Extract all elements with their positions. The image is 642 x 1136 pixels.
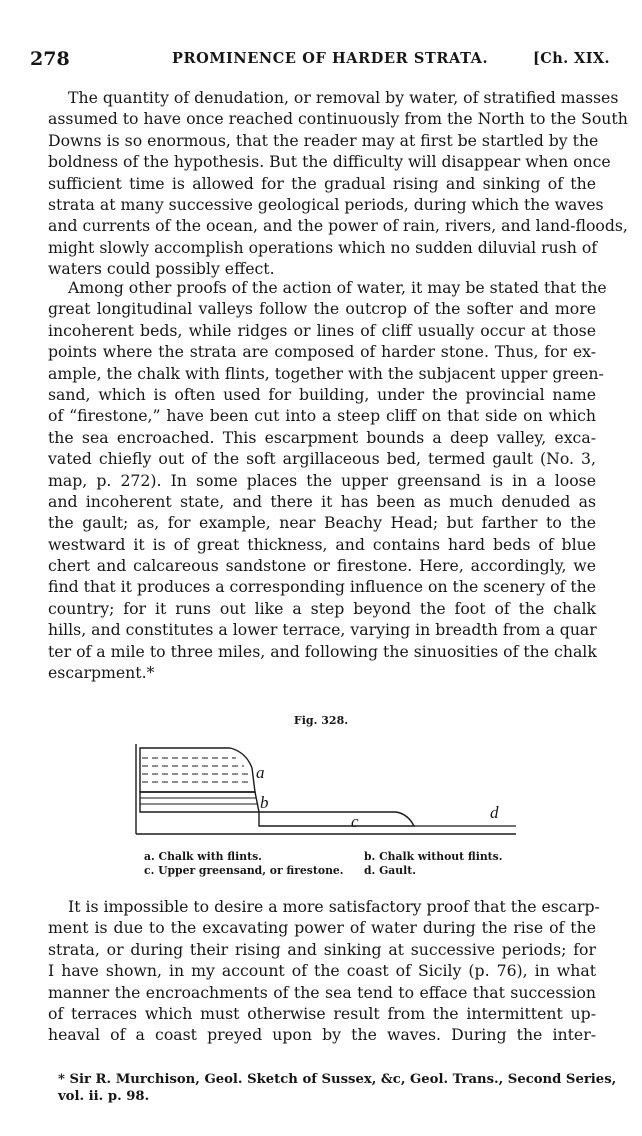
page-number: 278 [30, 48, 70, 70]
text-line: and currents of the ocean, and the power of rain, rivers, and land-floods, [48, 216, 628, 236]
text-line: hills, and constitutes a lower terrace, varying in breadth from a quar [48, 620, 597, 640]
legend-left [144, 850, 344, 878]
legend-right [364, 850, 503, 878]
label-a: a [256, 763, 265, 782]
chapter-marker: [Ch. XIX. [533, 50, 610, 67]
text-line: ment is due to the excavating power of water during the rise of the [48, 918, 596, 938]
text-line: westward it is of great thickness, and contains hard beds of blue [48, 534, 596, 554]
text-line: great longitudinal valleys follow the outcrop of the softer and more [48, 299, 596, 319]
flint-bedding-lines [142, 758, 252, 782]
text-line: It is impossible to desire a more satisfactory proof that the escarp- [68, 897, 600, 916]
label-d: d [490, 803, 499, 822]
text-line: ter of a mile to three miles, and following the sinuosities of the chalk [48, 641, 597, 661]
text-line: chert and calcareous sandstone or firestone. Here, accordingly, we [48, 556, 596, 576]
text-line: manner the encroachments of the sea tend to efface that succession [48, 982, 596, 1002]
legend-c: c. Upper greensand, or firestone. [144, 864, 344, 877]
text-line: * Sir R. Murchison, Geol. Sketch of Sussex, &c, Geol. Trans., Second Series, [58, 1072, 617, 1087]
chalk-with-flints-stratum [140, 748, 255, 792]
text-line: strata at many successive geological periods, during which the waves [48, 194, 604, 214]
chalk-without-flints-stratum [140, 792, 259, 812]
label-c: c [351, 812, 359, 831]
text-line: Downs is so enormous, that the reader may at first be startled by the [48, 130, 599, 150]
text-line: waters could possibly effect. [48, 259, 275, 279]
text-line: strata, or during their rising and sinking at successive periods; for [48, 939, 596, 959]
text-line: escarpment.* [48, 663, 155, 683]
running-title: PROMINENCE OF HARDER STRATA. [172, 50, 489, 67]
text-line: points where the strata are composed of harder stone. Thus, for ex- [48, 342, 596, 362]
text-line: vol. ii. p. 98. [58, 1089, 150, 1104]
text-line: find that it produces a corresponding influence on the scenery of the [48, 577, 597, 597]
text-line: Among other proofs of the action of water, it may be stated that the [68, 278, 607, 297]
text-line: the sea encroached. This escarpment bounds a deep valley, exca- [48, 427, 596, 447]
footnote [58, 1071, 617, 1105]
text-line: of terraces which must otherwise result from the intermittent up- [48, 1003, 596, 1023]
text-line: heaval of a coast preyed upon by the waves. During the inter- [48, 1025, 596, 1045]
text-line: vated chiefly out of the soft argillaceous bed, termed gault (No. 3, [48, 449, 596, 469]
legend-a: a. Chalk with flints. [144, 850, 262, 863]
text-line: sand, which is often used for building, under the provincial name [48, 384, 596, 404]
legend-b: b. Chalk without flints. [364, 850, 503, 863]
text-line: ample, the chalk with flints, together with the subjacent upper green- [48, 363, 604, 383]
text-line: boldness of the hypothesis. But the difficulty will disappear when once [48, 152, 611, 172]
page-header [30, 48, 610, 72]
text-line: The quantity of denudation, or removal by water, of stratified masses [68, 88, 619, 107]
figure-caption: Fig. 328. [293, 714, 349, 727]
paragraph-escarpment [48, 896, 600, 1046]
lower-chalk-lines [140, 798, 257, 804]
paragraph-denudation [48, 87, 628, 280]
text-line: assumed to have once reached continuously from the North to the South [48, 109, 628, 129]
label-b: b [260, 793, 269, 812]
text-line: incoherent beds, while ridges or lines of cliff usually occur at those [48, 320, 596, 340]
text-line: sufficient time is allowed for the gradual rising and sinking of the [48, 173, 596, 193]
paragraph-valleys [48, 277, 607, 683]
text-line: and incoherent state, and there it has been as much denuded as [48, 491, 596, 511]
legend-d: d. Gault. [364, 864, 416, 877]
text-line: of “firestone,” have been cut into a steep cliff on that side on which [48, 406, 596, 426]
text-line: map, p. 272). In some places the upper greensand is in a loose [48, 470, 596, 490]
greensand-terrace-stratum [259, 812, 414, 826]
text-line: country; for it runs out like a step beyond the foot of the chalk [48, 598, 596, 618]
text-line: I have shown, in my account of the coast of Sicily (p. 76), in what [48, 961, 596, 981]
text-line: the gault; as, for example, near Beachy Head; but farther to the [48, 513, 596, 533]
escarpment-section-figure [128, 734, 520, 842]
text-line: might slowly accomplish operations which no sudden diluvial rush of [48, 237, 598, 257]
